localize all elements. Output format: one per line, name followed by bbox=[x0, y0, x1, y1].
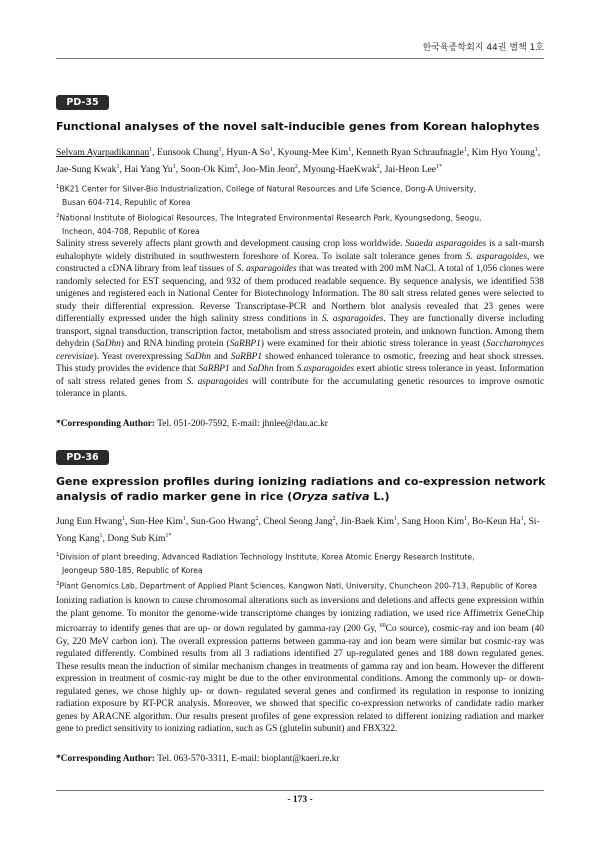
italic-term: Suaeda asparagoides bbox=[405, 239, 487, 249]
abstract-pd36 bbox=[56, 595, 544, 736]
author-affiliation-mark: 1 bbox=[218, 147, 222, 153]
author-affiliation-mark: 1 bbox=[99, 533, 103, 540]
author-affiliation-mark: 1 bbox=[182, 516, 186, 522]
author-name: Kyoung-Mee Kim bbox=[277, 147, 349, 159]
author-name: Sang Hoon Kim bbox=[401, 516, 465, 528]
abstract-text: ). Yeast overexpressing bbox=[93, 351, 186, 362]
affiliation-mark: 1 bbox=[56, 552, 60, 558]
italic-term: SaDhn bbox=[95, 339, 121, 349]
footer-rule bbox=[56, 790, 544, 791]
affiliation-line bbox=[56, 578, 544, 593]
author-name: Soon-Ok Kim bbox=[180, 164, 235, 176]
italic-term: SaDhn bbox=[248, 364, 274, 374]
section-badge-pd35: PD-35 bbox=[56, 95, 109, 110]
corresponding-contact: Tel. 063-570-3311, E-mail: bioplant@kaeri.re.kr bbox=[155, 754, 340, 764]
title-line-2-text: analysis of radio marker gene in rice ( bbox=[56, 490, 293, 503]
species-name: Oryza sativa bbox=[292, 490, 370, 503]
author-name: Kim Hyo Young bbox=[471, 147, 535, 159]
author-separator: , bbox=[335, 516, 341, 528]
corresponding-label: *Corresponding Author: bbox=[56, 754, 156, 764]
affiliation-mark: 1 bbox=[56, 184, 60, 190]
author-name: Bo-Keun Ha bbox=[471, 516, 521, 528]
author-separator: , bbox=[351, 147, 356, 159]
italic-term: S. asparagoides bbox=[236, 264, 297, 274]
author-separator: , bbox=[467, 516, 472, 528]
italic-term: SaRBP1 bbox=[229, 339, 261, 349]
corresponding-contact: Tel. 051-200-7592, E-mail: jhnlee@dau.ac.kr bbox=[155, 419, 328, 429]
corresponding-author-pd35 bbox=[56, 418, 544, 430]
abstract-text: . They are functionally diverse including transport, signal transduction, transcription factor, metabolism and stress associated protein, and unknown function. Among them dehydrin ( bbox=[56, 314, 544, 349]
author-separator: , bbox=[258, 516, 264, 528]
italic-term: S. asparagoides bbox=[465, 251, 527, 262]
author-name: Sun-Hee Kim bbox=[129, 516, 183, 528]
author-affiliation-mark: 2 bbox=[234, 164, 238, 171]
author-name: Jae-Sung Kwak bbox=[56, 164, 117, 176]
abstract-text: and bbox=[229, 364, 249, 374]
header-rule bbox=[56, 58, 544, 59]
author-separator: , bbox=[523, 516, 529, 528]
abstract-text: Salinity stress severely affects plant growth and development causing crop loss worldwide. bbox=[56, 239, 406, 249]
abstract-text: is a salt-marsh euhalophyte widely distributed in southwestern foreshore of Korea. To isolate salt tolerance genes from bbox=[56, 239, 545, 262]
author-affiliation-mark: 1 bbox=[463, 147, 467, 153]
author-separator: , bbox=[379, 164, 385, 176]
author-name: Joo-Min Jeon bbox=[242, 164, 295, 176]
italic-term: SaRBP1 bbox=[230, 351, 263, 362]
page-number: - 173 - bbox=[287, 795, 313, 805]
title-line-1: Gene expression profiles during ionizing radiations and co-expression network bbox=[56, 475, 546, 488]
abstract-text: Ionizing radiation is known to cause chromosomal alterations such as inversions and deletions and affects gene expression within the plant genome. To monitor the genome-wide transcriptome changes by ionizing radiation, we used rice Affimetrix GeneChip microarray to identify genes that are up- or down regulated by gamma-ray (200 Gy, bbox=[56, 596, 544, 635]
author-affiliation-mark: 1* bbox=[165, 533, 172, 540]
title-line-2 bbox=[56, 489, 544, 504]
author-name: Dong Sub Kim bbox=[107, 533, 166, 545]
abstract-text: showed enhanced tolerance to osmotic, freezing and heat shock stresses. This study provides the evidence that bbox=[56, 351, 544, 374]
author-name: Myoung-HaeKwak bbox=[302, 164, 377, 176]
italic-term: S. asparagoides bbox=[186, 376, 249, 387]
paper-title-pd35: Functional analyses of the novel salt-inducible genes from Korean halophytes bbox=[56, 120, 540, 133]
author-name: Cheol Seong Jang bbox=[263, 516, 333, 528]
author-affiliation-mark: 1 bbox=[464, 516, 468, 522]
abstract-text: ) and RNA binding protein ( bbox=[120, 339, 230, 349]
author-affiliation-mark: 2 bbox=[294, 164, 298, 171]
author-separator: , bbox=[175, 164, 181, 176]
author-name: Hyun-A So bbox=[226, 147, 270, 159]
author-separator: , bbox=[152, 147, 157, 159]
corresponding-author-pd36 bbox=[56, 753, 544, 765]
italic-term: SaRBP1 bbox=[198, 364, 230, 374]
authors-pd36 bbox=[56, 512, 548, 546]
abstract-pd35 bbox=[56, 238, 544, 401]
author-affiliation-mark: 1 bbox=[116, 164, 120, 171]
author-separator: , bbox=[272, 147, 278, 159]
abstract-text: ) were examined for their abiotic stress tolerance in yeast ( bbox=[260, 339, 487, 349]
author-name: Jai-Heon Lee bbox=[384, 164, 436, 176]
abstract-text: will contribute for the accumulating genetic resources to improve osmotic tolerance in plants. bbox=[56, 376, 544, 399]
affiliation-line bbox=[56, 210, 544, 225]
author-separator: , bbox=[466, 147, 472, 159]
author-separator: , bbox=[102, 533, 108, 545]
author-separator: , bbox=[125, 516, 130, 528]
abstract-text: and bbox=[210, 351, 231, 362]
author-affiliation-mark: 1* bbox=[436, 164, 442, 171]
italic-term: S.asparagoides bbox=[296, 364, 355, 374]
abstract-text: exert abiotic stress tolerance in yeast. Information of salt stress related genes from bbox=[56, 364, 544, 387]
abstract-text: that was treated with 200 mM NaCl. A total of 1,056 clones were randomly selected for EST sequencing, and 932 of them produced readable sequence. By sequence analysis, we identified 538 unigenes and registered each in National Center for Biotechnology Information. The 80 salt stress related genes were selected to study their differential expression. Reverse Transcriptase-PCR and Northern blot analysis revealed that 23 genes were differentially expressed under the high salinity stress conditions in bbox=[56, 264, 544, 324]
author-separator: , bbox=[297, 164, 303, 176]
author-affiliation-mark: 1 bbox=[122, 516, 126, 522]
affiliations-pd35 bbox=[56, 181, 544, 238]
italic-term: S. asparagoides bbox=[321, 314, 384, 324]
abstract-text: , we constructed a cDNA library from leaf tissues of bbox=[56, 251, 544, 274]
author-affiliation-mark: 1 bbox=[348, 147, 352, 153]
author-separator: , bbox=[221, 147, 227, 159]
abstract-text: from bbox=[273, 364, 297, 374]
author-name: Kenneth Ryan Schraufnagle bbox=[356, 147, 464, 159]
authors-pd35 bbox=[56, 143, 548, 177]
author-affiliation-mark: 1 bbox=[269, 147, 273, 153]
affiliation-text: National Institute of Biological Resources, The Integrated Environmental Research Park, Kyoungsedong, Seogu, bbox=[59, 213, 482, 223]
affiliation-text: Plant Genomics Lab, Department of Applied Plant Sciences, Kangwon Natl, University, Chuncheon 200-713, Republic of Korea bbox=[59, 581, 538, 591]
author-separator: , bbox=[396, 516, 402, 528]
affiliation-line: Incheon, 404-708, Republic of Korea bbox=[62, 226, 200, 236]
affiliation-text: BK21 Center for Silver-Bio Industrialization, College of Natural Resources and Life Science, Dong-A University, bbox=[59, 184, 477, 194]
abstract-text: Co source), cosmic-ray and ion beam (40 Gy, 220 MeV carbon ion). The overall expression patterns between gamma-ray and ion beam were similar but cosmic-ray was regulated differently. Combined results from all 3 radiations identified 27 up-regulated genes and 188 down regulated genes. These results mean the induction of similar mechanism changes in treatments of gamma ray and ion beam. However the different expression in treatment of cosmic-ray might be due to the other environmental conditions. Among the commonly up- or down- regulated genes, we chose highly up- or down- regulated several genes and confirmed its regulation in response to ionizing radiation exposure by RT-PCR analysis. Moreover, we showed that specific co-expression networks of candidate radio marker genes by ARACNE algorithm. Our results present profiles of gene expression related to different ionizing radiation and marker gene to predict sensitivity to ionizing radiation, such as GS (glutelin subunit) and FBX322. bbox=[56, 624, 544, 735]
affiliation-mark: 2 bbox=[56, 212, 60, 219]
title-line-2-end: L.) bbox=[369, 490, 390, 503]
superscript: 60 bbox=[379, 623, 386, 629]
author-affiliation-mark: 1 bbox=[172, 164, 176, 171]
affiliation-line: Jeongeup 580-185, Republic of Korea bbox=[62, 566, 203, 576]
journal-header: 한국육종학회지 44권 별책 1호 bbox=[422, 43, 544, 53]
author-name: Jin-Baek Kim bbox=[340, 516, 394, 528]
author-affiliation-mark: 1 bbox=[393, 516, 397, 522]
author-name: Jung Eun Hwang bbox=[56, 516, 123, 528]
author-affiliation-mark: 2 bbox=[376, 164, 380, 171]
author-name: Selvam Ayarpadikannan bbox=[56, 147, 150, 159]
author-affiliation-mark: 1 bbox=[149, 147, 153, 153]
corresponding-label: *Corresponding Author: bbox=[56, 419, 156, 429]
italic-term: Saccharomyces cerevisiae bbox=[56, 339, 544, 362]
author-name: Sun-Goo Hwang bbox=[190, 516, 256, 528]
author-affiliation-mark: 2 bbox=[255, 516, 259, 522]
author-separator: , bbox=[237, 164, 243, 176]
paper-title-pd36 bbox=[56, 474, 544, 504]
author-name: Hai Yang Yu bbox=[124, 164, 173, 176]
author-affiliation-mark: 2 bbox=[332, 516, 336, 522]
author-name: Eunsook Chung bbox=[156, 147, 219, 159]
author-affiliation-mark: 1 bbox=[520, 516, 524, 522]
author-separator: , bbox=[185, 516, 191, 528]
affiliation-line bbox=[56, 181, 544, 196]
author-separator: , bbox=[537, 147, 541, 159]
affiliation-mark: 2 bbox=[56, 580, 60, 587]
affiliations-pd36 bbox=[56, 549, 544, 593]
section-badge-pd36: PD-36 bbox=[56, 450, 109, 465]
affiliation-line bbox=[56, 549, 544, 564]
author-separator: , bbox=[119, 164, 125, 176]
author-affiliation-mark: 1 bbox=[534, 147, 538, 153]
affiliation-text: Division of plant breeding, Advanced Radiation Technology Institute, Korea Atomic Energy Research Institute, bbox=[59, 552, 475, 562]
author-name: Si-Yong Kang bbox=[56, 516, 540, 545]
affiliation-line: Busan 604-714, Republic of Korea bbox=[62, 198, 191, 208]
italic-term: SaDhn bbox=[185, 351, 211, 362]
